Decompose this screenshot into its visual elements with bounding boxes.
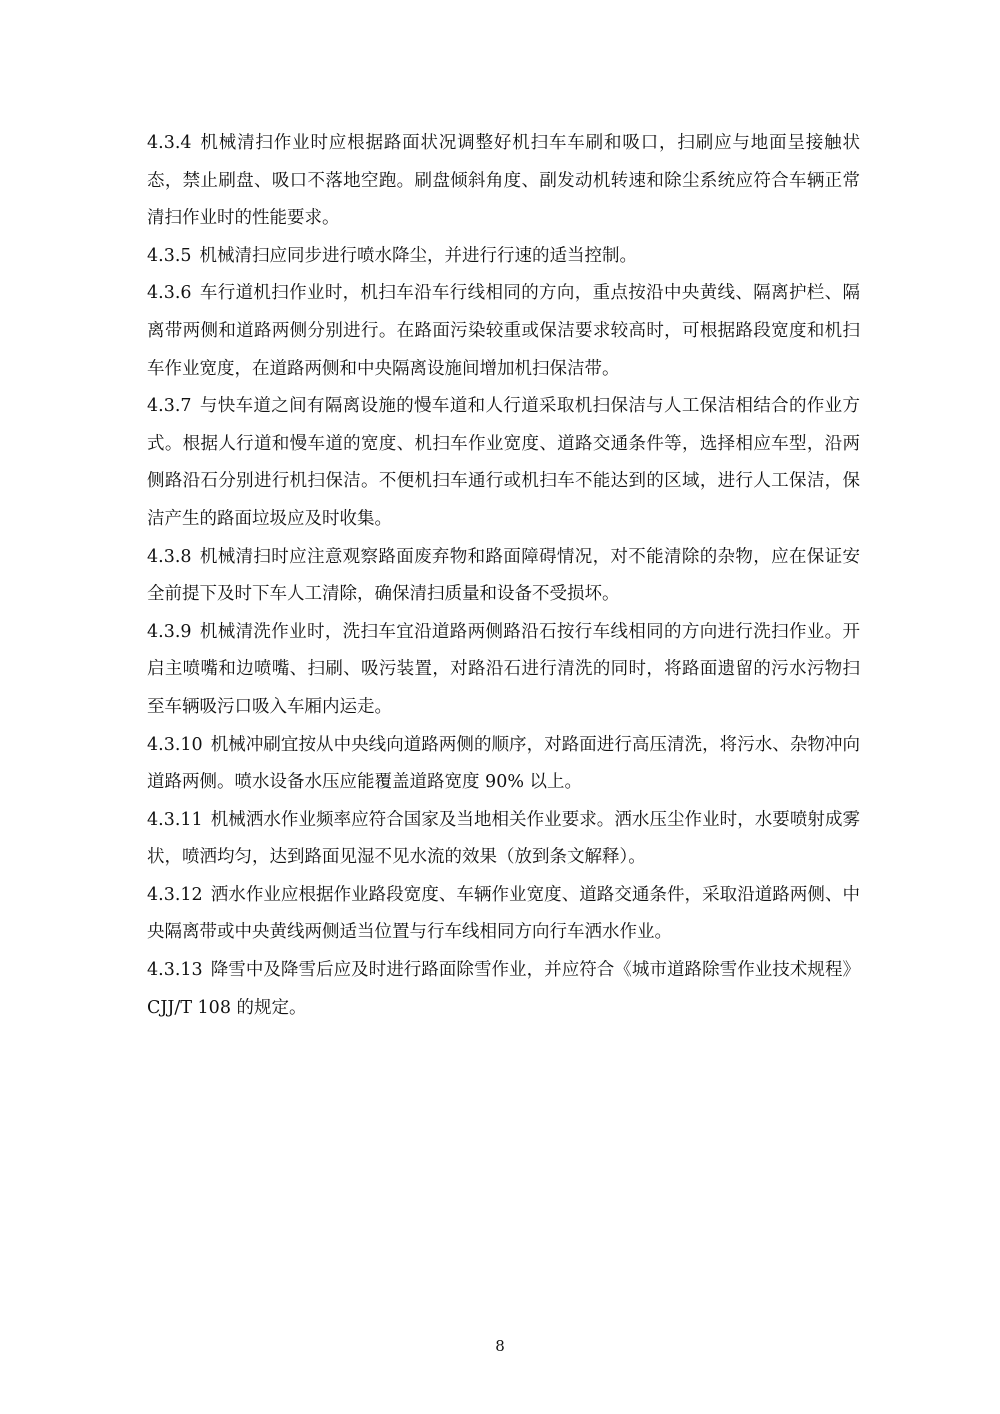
paragraph-4-3-5 — [147, 238, 860, 276]
paragraph-text: 机械清洗作业时，洗扫车宜沿道路两侧路沿石按行车线相同的方向进行洗扫作业。开启主喷嘴和边喷嘴、扫刷、吸污装置，对路沿石进行清洗的同时，将路面遗留的污水污物扫至车辆吸污口吸入车厢内运走。 — [147, 621, 860, 717]
paragraph-text: 车行道机扫作业时，机扫车沿车行线相同的方向，重点按沿中央黄线、隔离护栏、隔离带两侧和道路两侧分别进行。在路面污染较重或保洁要求较高时，可根据路段宽度和机扫车作业宽度，在道路两侧和中央隔离设施间增加机扫保洁带。 — [147, 283, 860, 379]
paragraph-4-3-10 — [147, 727, 860, 802]
body-text — [147, 125, 860, 1027]
paragraph-4-3-8 — [147, 539, 860, 614]
clause-number: 4.3.6 — [147, 283, 192, 304]
paragraph-4-3-13 — [147, 952, 860, 1027]
paragraph-4-3-7 — [147, 388, 860, 538]
paragraph-4-3-9 — [147, 614, 860, 727]
paragraph-4-3-11 — [147, 802, 860, 877]
clause-number: 4.3.9 — [147, 621, 192, 642]
clause-number: 4.3.11 — [147, 809, 203, 830]
paragraph-4-3-12 — [147, 877, 860, 952]
clause-number: 4.3.4 — [147, 133, 192, 153]
clause-number: 4.3.5 — [147, 245, 192, 266]
paragraph-4-3-4 — [147, 125, 860, 238]
paragraph-text: 降雪中及降雪后应及时进行路面除雪作业，并应符合《城市道路除雪作业技术规程》 CJJ/T 108 的规定。 — [147, 960, 860, 1018]
clause-number: 4.3.10 — [147, 734, 203, 755]
clause-number: 4.3.8 — [147, 546, 192, 567]
paragraph-text: 机械冲刷宜按从中央线向道路两侧的顺序，对路面进行高压清洗，将污水、杂物冲向道路两侧。喷水设备水压应能覆盖道路宽度 90% 以上。 — [147, 734, 860, 793]
clause-number: 4.3.7 — [147, 396, 192, 417]
paragraph-4-3-6 — [147, 275, 860, 388]
paragraph-text: 与快车道之间有隔离设施的慢车道和人行道采取机扫保洁与人工保洁相结合的作业方式。根据人行道和慢车道的宽度、机扫车作业宽度、道路交通条件等，选择相应车型，沿两侧路沿石分别进行机扫保洁。不便机扫车通行或机扫车不能达到的区域，进行人工保洁，保洁产生的路面垃圾应及时收集。 — [147, 396, 860, 529]
paragraph-text: 机械清扫应同步进行喷水降尘，并进行行速的适当控制。 — [199, 245, 638, 266]
paragraph-text: 洒水作业应根据作业路段宽度、车辆作业宽度、道路交通条件，采取沿道路两侧、中央隔离带或中央黄线两侧适当位置与行车线相同方向行车洒水作业。 — [147, 884, 860, 943]
paragraph-text: 机械洒水作业频率应符合国家及当地相关作业要求。洒水压尘作业时，水要喷射成雾状，喷洒均匀，达到路面见湿不见水流的效果（放到条文解释）。 — [147, 809, 860, 868]
clause-number: 4.3.13 — [147, 960, 203, 981]
clause-number: 4.3.12 — [147, 884, 203, 905]
paragraph-text: 机械清扫作业时应根据路面状况调整好机扫车车刷和吸口，扫刷应与地面呈接触状态，禁止刷盘、吸口不落地空跑。刷盘倾斜角度、副发动机转速和除尘系统应符合车辆正常清扫作业时的性能要求。 — [147, 133, 860, 229]
page-number: 8 — [495, 1337, 505, 1355]
paragraph-text: 机械清扫时应注意观察路面废弃物和路面障碍情况，对不能清除的杂物，应在保证安全前提下及时下车人工清除，确保清扫质量和设备不受损坏。 — [147, 546, 860, 605]
